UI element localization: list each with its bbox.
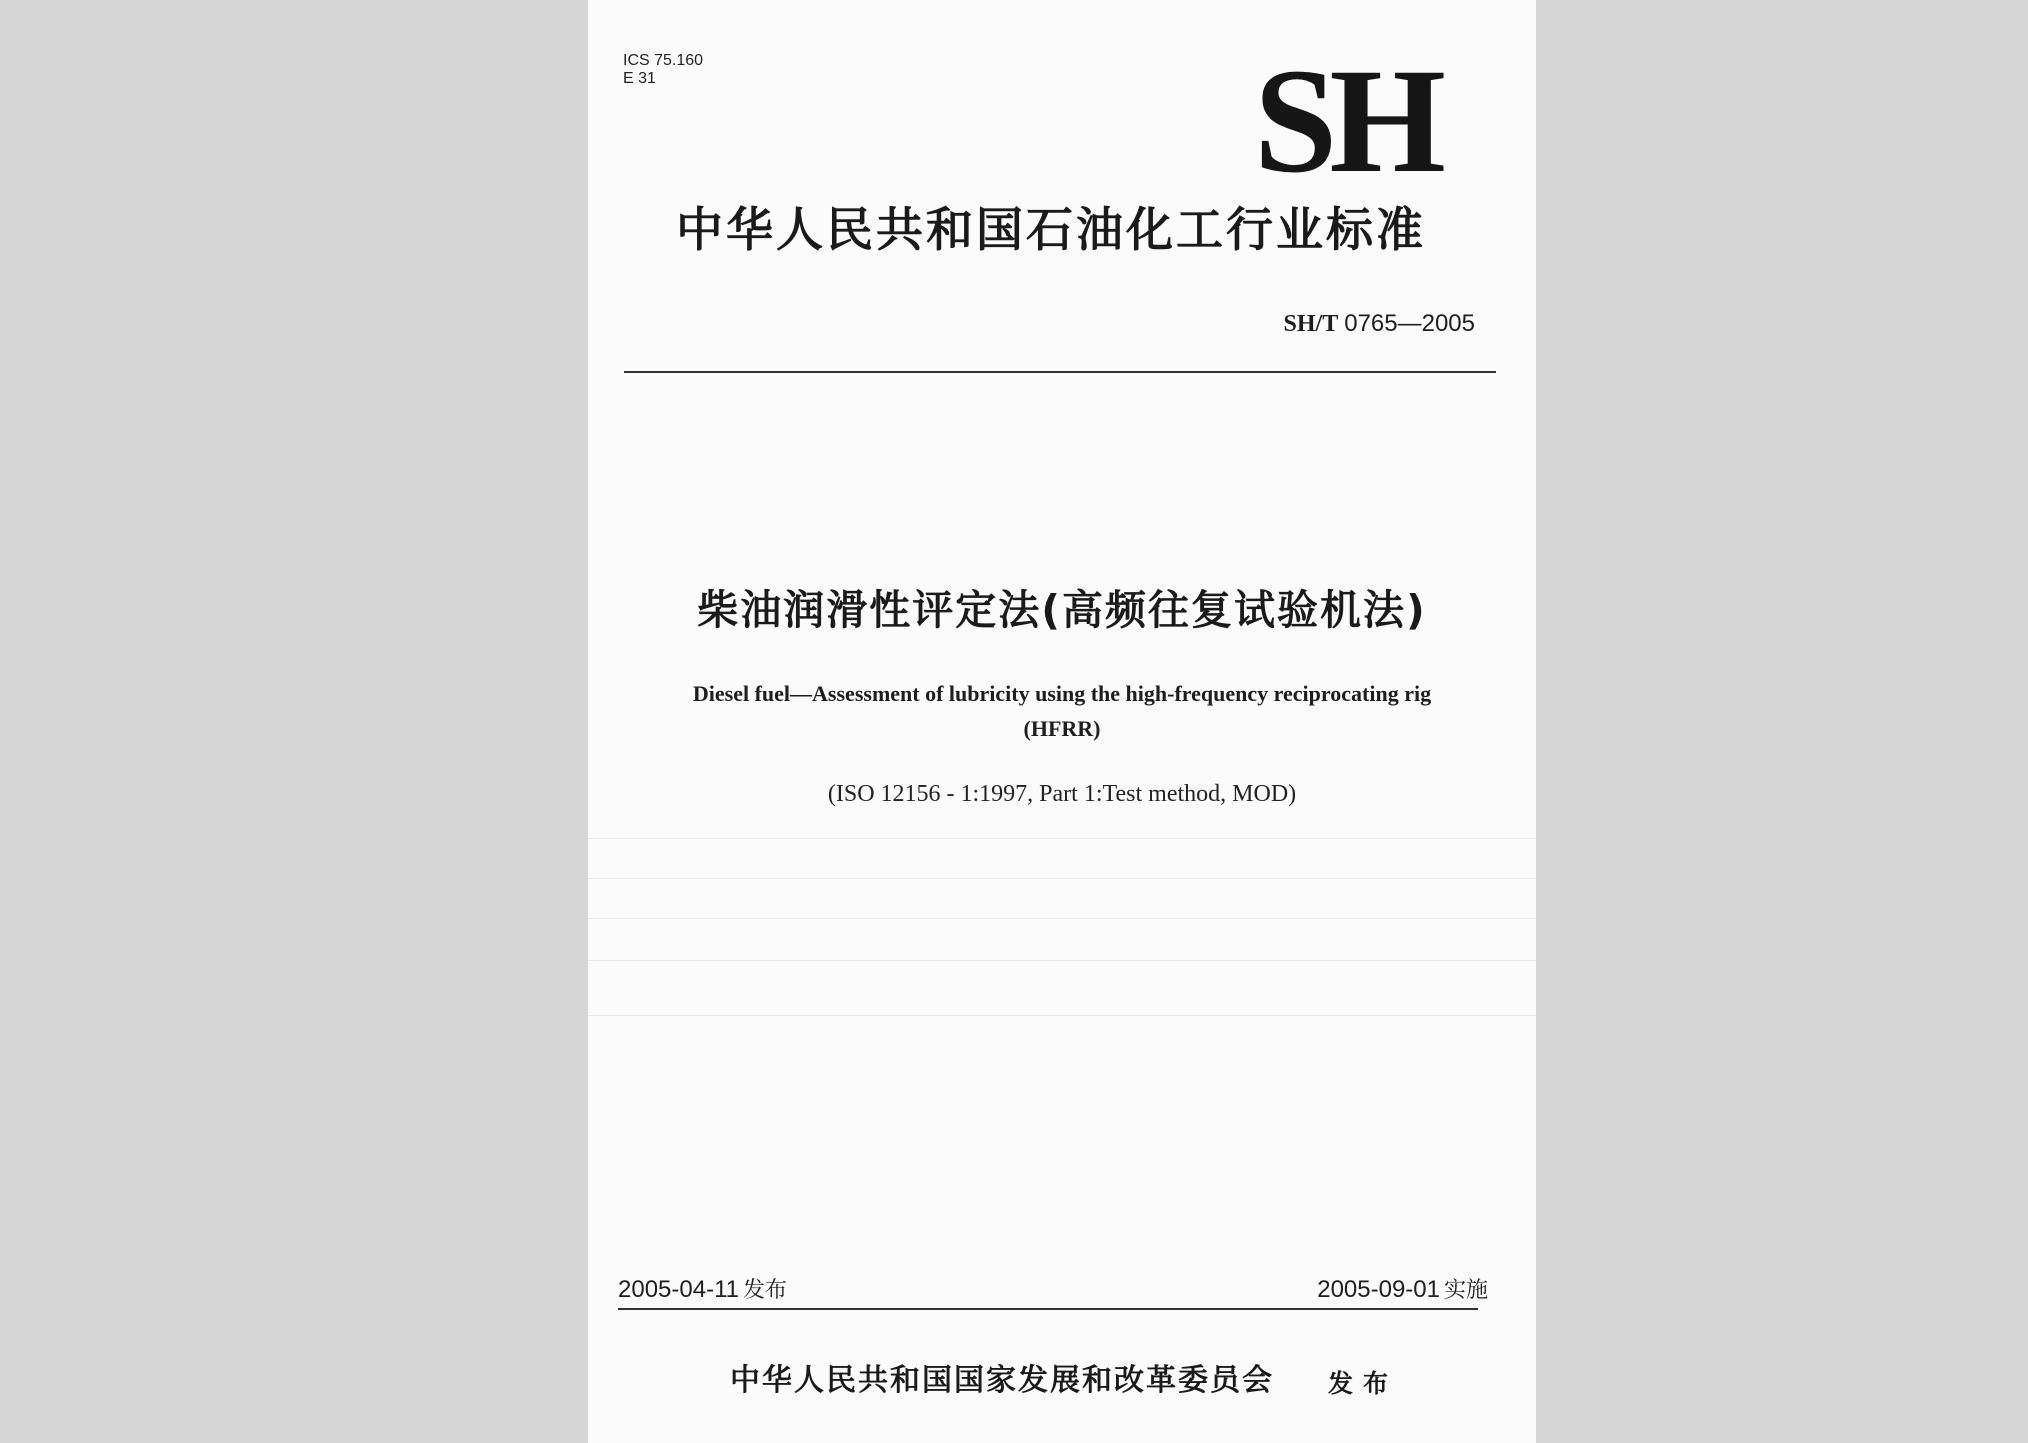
- standard-organization-title: 中华人民共和国石油化工行业标准: [676, 203, 1426, 258]
- header-divider: [624, 371, 1496, 373]
- publish-date: [618, 1275, 787, 1306]
- publish-date-value: 2005-04-11: [618, 1276, 739, 1303]
- implement-label: 实施: [1443, 1278, 1488, 1303]
- scan-artifact-line: [588, 838, 1536, 839]
- ccs-code: E 31: [623, 70, 656, 87]
- document-title-chinese: 柴油润滑性评定法(高频往复试验机法): [697, 586, 1427, 634]
- implement-date: [1317, 1275, 1488, 1306]
- scan-artifact-line: [588, 918, 1536, 919]
- issuing-authority: 中华人民共和国国家发展和改革委员会: [730, 1363, 1274, 1398]
- issue-label: 发布: [1328, 1369, 1399, 1398]
- standard-prefix: SH/T: [1283, 311, 1339, 337]
- ics-code: ICS 75.160: [623, 52, 704, 69]
- implement-date-value: 2005-09-01: [1317, 1276, 1440, 1303]
- iso-equivalence: (ISO 12156 - 1:1997, Part 1:Test method, MOD): [827, 781, 1297, 807]
- document-title-english-abbrev: (HFRR): [1023, 716, 1101, 741]
- scan-artifact-line: [588, 878, 1536, 879]
- sh-logo: SH: [1253, 38, 1438, 204]
- document-page: [588, 0, 1536, 1443]
- scan-artifact-line: [588, 960, 1536, 961]
- document-title-english: Diesel fuel—Assessment of lubricity using the high-frequency reciprocating rig: [692, 681, 1432, 706]
- standard-code: 0765—2005: [1344, 310, 1475, 337]
- footer-divider: [618, 1308, 1478, 1310]
- standard-number: [1284, 310, 1475, 338]
- scan-artifact-line: [588, 1015, 1536, 1016]
- publish-label: 发布: [742, 1278, 787, 1303]
- classification-codes: [623, 52, 703, 88]
